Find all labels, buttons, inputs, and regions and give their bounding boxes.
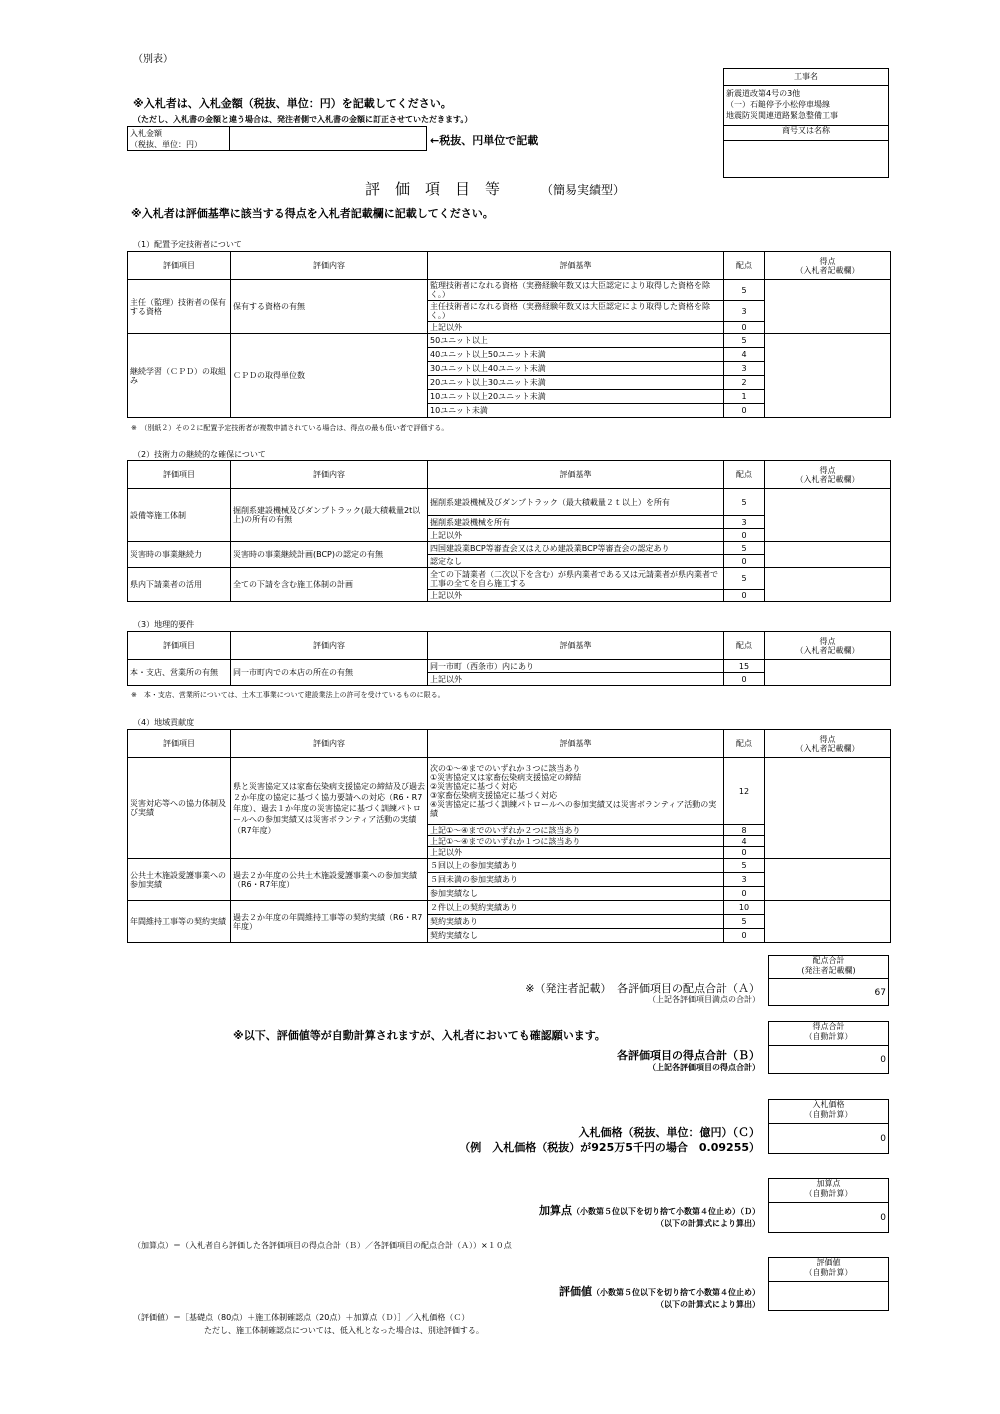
bid-price-value: 0 bbox=[768, 1123, 889, 1154]
points-cell: 0 bbox=[724, 404, 765, 418]
bid-amount-label-unit: （税抜、単位：円） bbox=[130, 140, 202, 149]
points-cell: 0 bbox=[724, 555, 765, 568]
auto-calc-note: ※以下、評価値等が自動計算されますが、入札者においても確認願います。 bbox=[233, 1029, 606, 1042]
points-cell: 5 bbox=[724, 542, 765, 555]
page-subtitle: （簡易実績型） bbox=[541, 183, 626, 197]
criteria-cell: 同一市町（西条市）内にあり bbox=[428, 660, 724, 673]
points-cell: 0 bbox=[724, 529, 765, 542]
criteria-cell-multi: 次の①～④までのいずれか３つに該当あり ①災害協定又は家畜伝染病支援協定の締結 ②災害協定に基づく対応 ③家畜伝染病支援協定に基づく対応 ④災害協定に基づく訓練パトロールへの参加実績又は災害ボランティア活動の実績 bbox=[428, 758, 724, 825]
points-cell: 3 bbox=[724, 873, 765, 887]
s2-item-subcontract: 県内下請業者の活用 bbox=[128, 568, 231, 602]
col-points: 配点 bbox=[724, 461, 765, 489]
criteria-cell: 10ユニット以上20ユニット未満 bbox=[428, 390, 724, 404]
score-input-s3-1[interactable] bbox=[765, 660, 891, 686]
criteria-cell: ２件以上の契約実績あり bbox=[428, 901, 724, 915]
s2-content-bcp: 災害時の事業継続計画(BCP)の認定の有無 bbox=[231, 542, 428, 568]
criteria-cell: 20ユニット以上30ユニット未満 bbox=[428, 376, 724, 390]
col-score: 得点 （入札者記載欄） bbox=[765, 461, 891, 489]
col-score: 得点 （入札者記載欄） bbox=[765, 252, 891, 280]
s2-item-equipment: 設備等施工体制 bbox=[128, 489, 231, 542]
bonus-points-value: 0 bbox=[768, 1202, 889, 1233]
criteria-cell: 上記①～④までのいずれか１つに該当あり bbox=[428, 836, 724, 847]
criteria-cell: 認定なし bbox=[428, 555, 724, 568]
section3-table bbox=[127, 631, 891, 686]
evaluation-value-label: 評価値（小数第５位以下を切り捨て小数第４位止め） bbox=[559, 1285, 760, 1298]
section1-table bbox=[127, 251, 891, 418]
total-score-value: 0 bbox=[768, 1045, 889, 1074]
points-cell: 5 bbox=[724, 568, 765, 590]
bonus-formula: （加算点）＝（入札者自ら評価した各評価項目の得点合計（Ｂ）／各評価項目の配点合計（Ａ））×１０点 bbox=[133, 1241, 512, 1250]
section1-title: （1）配置予定技術者について bbox=[133, 240, 242, 249]
bid-notice-sub: （ただし、入札書の金額と違う場合は、発注者側で入札書の金額に訂正させていただきます。） bbox=[133, 115, 473, 124]
criteria-cell: 参加実績なし bbox=[428, 887, 724, 901]
section2-table bbox=[127, 460, 891, 602]
criteria-cell: 掘削系建設機械及びダンプトラック（最大積載量２ｔ以上）を所有 bbox=[428, 489, 724, 516]
section4-title: （4）地域貢献度 bbox=[133, 718, 195, 727]
col-item: 評価項目 bbox=[128, 461, 231, 489]
criteria-cell: 上記以外 bbox=[428, 322, 724, 334]
col-criteria: 評価基準 bbox=[428, 632, 724, 660]
points-cell: 2 bbox=[724, 376, 765, 390]
bonus-points-label: 加算点（小数第５位以下を切り捨て小数第４位止め）（Ｄ） bbox=[539, 1204, 760, 1217]
criteria-cell: 監理技術者になれる資格（実務経験年数又は大臣認定により取得した資格を除く。） bbox=[428, 280, 724, 301]
criteria-cell: 50ユニット以上 bbox=[428, 334, 724, 348]
col-criteria: 評価基準 bbox=[428, 252, 724, 280]
page-instruction: ※入札者は評価基準に該当する得点を入札者記載欄に記載してください。 bbox=[131, 207, 494, 220]
evaluation-formula: （評価値）＝［基礎点（80点）＋施工体制確認点（20点）＋加算点（Ｄ）］／入札価格（Ｃ） bbox=[133, 1313, 470, 1322]
bid-price-header: 入札価格 （自動計算） bbox=[768, 1099, 889, 1124]
col-points: 配点 bbox=[724, 730, 765, 758]
col-content: 評価内容 bbox=[231, 730, 428, 758]
score-input-s2-1[interactable] bbox=[765, 489, 891, 542]
bid-price-label: 入札価格（税抜、単位：億円）（Ｃ） bbox=[578, 1126, 760, 1139]
criteria-cell: 10ユニット未満 bbox=[428, 404, 724, 418]
col-criteria: 評価基準 bbox=[428, 730, 724, 758]
points-cell: 0 bbox=[724, 673, 765, 686]
criteria-cell: 掘削系建設機械を所有 bbox=[428, 516, 724, 529]
criteria-cell: ５回以上の参加実績あり bbox=[428, 859, 724, 873]
points-cell: 3 bbox=[724, 362, 765, 376]
s4-item-annual-contract: 年間維持工事等の契約実績 bbox=[128, 901, 231, 943]
points-cell: 3 bbox=[724, 516, 765, 529]
total-points-label: ※（発注者記載） 各評価項目の配点合計（Ａ） bbox=[525, 982, 760, 995]
koji-name-box bbox=[723, 85, 889, 126]
col-content: 評価内容 bbox=[231, 632, 428, 660]
score-input-s1-2[interactable] bbox=[765, 334, 891, 418]
shogo-input[interactable] bbox=[723, 140, 889, 178]
koji-name-header: 工事名 bbox=[723, 68, 889, 86]
koji-name-line1: 新震道改第4号の3他 bbox=[726, 89, 801, 98]
total-score-label: 各評価項目の得点合計（Ｂ） bbox=[617, 1049, 760, 1062]
criteria-cell: 30ユニット以上40ユニット未満 bbox=[428, 362, 724, 376]
s4-content-disaster: 県と災害協定又は家畜伝染病支援協定の締結及び過去２か年度の協定に基づく協力要請への対応（R6・R7年度）、過去１か年度の災害協定に基づく訓練パトロールへの参加実績又は災害ボランティア活動の実績（R7年度） bbox=[231, 758, 428, 859]
koji-name-line2: （一）石鎚停予小松停車場線 bbox=[726, 100, 830, 109]
criteria-cell: ５回未満の参加実績あり bbox=[428, 873, 724, 887]
section2-title: （2）技術力の継続的な確保について bbox=[133, 450, 266, 459]
total-points-header: 配点合計 (発注者記載欄) bbox=[768, 955, 889, 979]
total-points-value: 67 bbox=[768, 978, 889, 1006]
s1-content-cpd: ＣＰＤの取得単位数 bbox=[231, 334, 428, 418]
section4-table bbox=[127, 729, 891, 943]
evaluation-formula-note: ただし、施工体制確認点については、低入札となった場合は、別途評価する。 bbox=[204, 1326, 484, 1335]
col-content: 評価内容 bbox=[231, 461, 428, 489]
points-cell: 10 bbox=[724, 901, 765, 915]
section3-title: （3）地理的要件 bbox=[133, 620, 195, 629]
points-cell: 1 bbox=[724, 390, 765, 404]
s4-content-annual-contract: 過去２か年度の年間維持工事等の契約実績（R6・R7年度） bbox=[231, 901, 428, 943]
points-cell: 12 bbox=[724, 758, 765, 825]
evaluation-value-header: 評価値 （自動計算） bbox=[768, 1257, 889, 1282]
bid-amount-hint: ←税抜、円単位で記載 bbox=[430, 134, 539, 147]
page-title: 評 価 項 目 等 bbox=[365, 180, 501, 198]
bid-amount-input[interactable] bbox=[229, 126, 427, 151]
points-cell: 5 bbox=[724, 280, 765, 301]
col-item: 評価項目 bbox=[128, 730, 231, 758]
s2-content-equipment: 掘削系建設機械及びダンプトラック(最大積載量2t以上)の所有の有無 bbox=[231, 489, 428, 542]
score-input-s2-2[interactable] bbox=[765, 542, 891, 568]
criteria-cell: 契約実績あり bbox=[428, 915, 724, 929]
points-cell: 0 bbox=[724, 847, 765, 859]
shogo-header: 商号又は名称 bbox=[723, 125, 889, 141]
col-item: 評価項目 bbox=[128, 252, 231, 280]
section3-note: ※ 本・支店、営業所については、土木工事業について建設業法上の許可を受けているものに限る。 bbox=[131, 691, 445, 699]
s4-item-disaster: 災害対応等への協力体制及び実績 bbox=[128, 758, 231, 859]
score-input-s4-3[interactable] bbox=[765, 901, 891, 943]
col-points: 配点 bbox=[724, 632, 765, 660]
s4-item-maintenance: 公共土木施設愛護事業への参加実績 bbox=[128, 859, 231, 901]
criteria-cell: 上記以外 bbox=[428, 590, 724, 602]
points-cell: 0 bbox=[724, 322, 765, 334]
points-cell: 0 bbox=[724, 929, 765, 943]
points-cell: 0 bbox=[724, 590, 765, 602]
s2-item-bcp: 災害時の事業継続力 bbox=[128, 542, 231, 568]
criteria-cell: 全ての下請業者（二次以下を含む）が県内業者である又は元請業者が県内業者で工事の全てを自ら施工する bbox=[428, 568, 724, 590]
points-cell: 5 bbox=[724, 859, 765, 873]
s3-item-office: 本・支店、営業所の有無 bbox=[128, 660, 231, 686]
col-content: 評価内容 bbox=[231, 252, 428, 280]
col-item: 評価項目 bbox=[128, 632, 231, 660]
s4-content-maintenance: 過去２か年度の公共土木施設愛護事業への参加実績（R6・R7年度） bbox=[231, 859, 428, 901]
score-input-s4-2[interactable] bbox=[765, 859, 891, 901]
score-input-s1-1[interactable] bbox=[765, 280, 891, 334]
score-input-s2-3[interactable] bbox=[765, 568, 891, 602]
criteria-cell: 四国建設業BCP等審査会又はえひめ建設業BCP等審査会の認定あり bbox=[428, 542, 724, 555]
bonus-points-sub: （以下の計算式により算出） bbox=[656, 1219, 760, 1228]
s1-item-cpd: 継続学習（ＣＰＤ）の取組み bbox=[128, 334, 231, 418]
points-cell: 3 bbox=[724, 301, 765, 322]
criteria-cell: 上記以外 bbox=[428, 673, 724, 686]
s1-content-qualification: 保有する資格の有無 bbox=[231, 280, 428, 334]
criteria-cell: 上記①～④までのいずれか２つに該当あり bbox=[428, 825, 724, 836]
criteria-cell: 主任技術者になれる資格（実務経験年数又は大臣認定により取得した資格を除く。） bbox=[428, 301, 724, 322]
bid-amount-label-box bbox=[127, 126, 230, 151]
score-input-s4-1[interactable] bbox=[765, 758, 891, 859]
total-score-header: 得点合計 （自動計算） bbox=[768, 1021, 889, 1046]
points-cell: 0 bbox=[724, 887, 765, 901]
s3-content-office: 同一市町内での本店の所在の有無 bbox=[231, 660, 428, 686]
betsuhyo-label: （別表） bbox=[133, 54, 173, 65]
bid-price-example: （例 入札価格（税抜）が925万5千円の場合 0.09255） bbox=[459, 1141, 760, 1154]
points-cell: 5 bbox=[724, 489, 765, 516]
points-cell: 5 bbox=[724, 334, 765, 348]
criteria-cell: 40ユニット以上50ユニット未満 bbox=[428, 348, 724, 362]
s1-item-qualification: 主任（監理）技術者の保有する資格 bbox=[128, 280, 231, 334]
bonus-points-header: 加算点 （自動計算） bbox=[768, 1178, 889, 1203]
evaluation-value bbox=[768, 1281, 889, 1311]
points-cell: 15 bbox=[724, 660, 765, 673]
bid-amount-label: 入札金額 bbox=[130, 129, 162, 138]
total-score-sub: （上記各評価項目の得点合計） bbox=[648, 1063, 760, 1072]
points-cell: 5 bbox=[724, 915, 765, 929]
points-cell: 4 bbox=[724, 348, 765, 362]
criteria-cell: 上記以外 bbox=[428, 529, 724, 542]
points-cell: 8 bbox=[724, 825, 765, 836]
total-points-sub: （上記各評価項目満点の合計） bbox=[648, 995, 760, 1004]
criteria-cell: 上記以外 bbox=[428, 847, 724, 859]
points-cell: 4 bbox=[724, 836, 765, 847]
col-points: 配点 bbox=[724, 252, 765, 280]
section1-note: ※ （別紙２）その２に配置予定技術者が複数申請されている場合は、得点の最も低い者で評価する。 bbox=[131, 424, 449, 432]
col-criteria: 評価基準 bbox=[428, 461, 724, 489]
s2-content-subcontract: 全ての下請を含む施工体制の計画 bbox=[231, 568, 428, 602]
koji-name-line3: 地震防災関連道路緊急整備工事 bbox=[726, 111, 838, 120]
criteria-cell: 契約実績なし bbox=[428, 929, 724, 943]
col-score: 得点 （入札者記載欄） bbox=[765, 730, 891, 758]
bid-notice: ※入札者は、入札金額（税抜、単位：円）を記載してください。 bbox=[133, 97, 452, 110]
evaluation-value-sub: （以下の計算式により算出） bbox=[656, 1300, 760, 1309]
col-score: 得点 （入札者記載欄） bbox=[765, 632, 891, 660]
